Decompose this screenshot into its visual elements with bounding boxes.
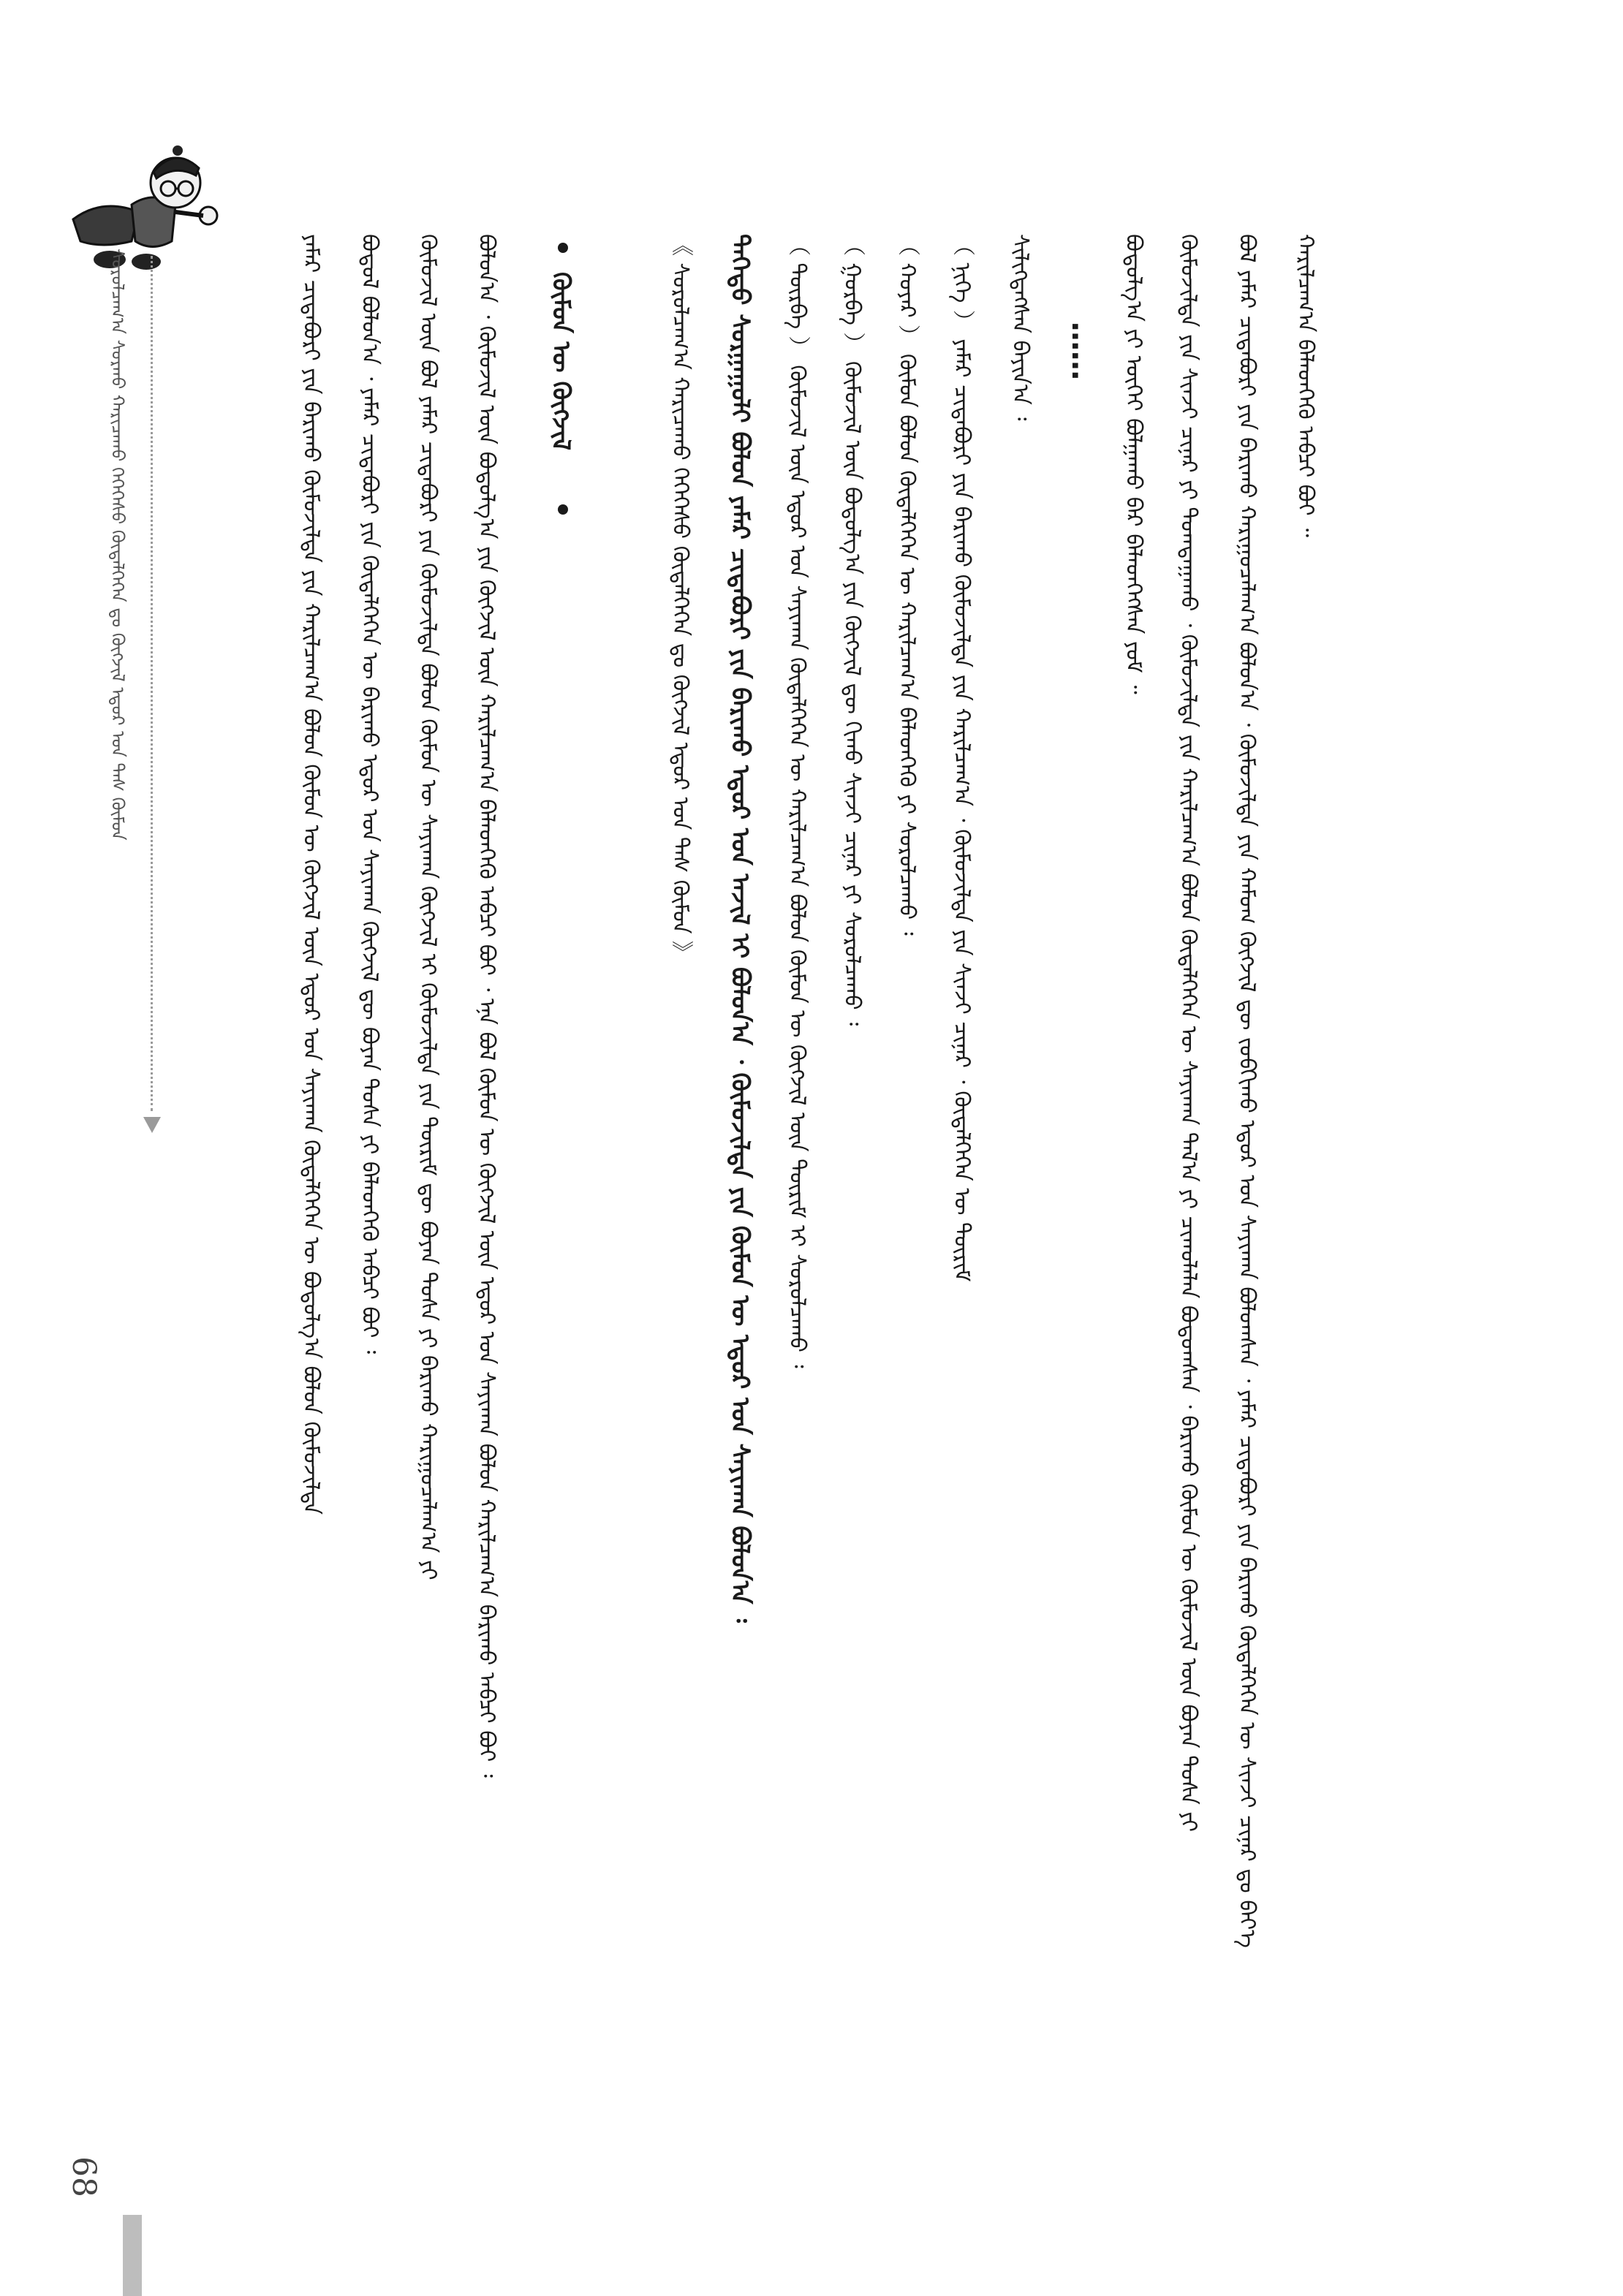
mascot-illustration xyxy=(58,132,234,278)
header-dotted-rule xyxy=(151,256,153,1111)
header-arrow-icon xyxy=(143,1117,161,1133)
text-column-9: ᠶᠠᠮᠠᠷ ᠴᠢᠳᠠᠪᠤᠷᠢ ᠶᠢᠨ ᠪᠠᠷᠢᠬᠤ ᠬᠦᠮᠦᠵᠢᠯᠲᠡ ᠶᠢᠨ ᠬᠠᠷᠢᠯᠴᠠᠭ᠎ᠠ ᠪᠣᠯᠤᠨ ᠬᠦᠮᠦᠨ ᠦ ᠬᠦᠭᠵᠢᠯ ᠦᠨ ᠡᠳᠦᠷ ᠤᠨ ᠰᠠᠶᠢᠬᠠᠨ ᠬᠦᠳᠡᠯᠭᠡᠭᠡᠨ ᠦ ᠪᠣᠳᠣᠯᠭ᠎ᠠ ᠪᠣᠯᠤᠨ ᠬᠦᠮᠦᠵᠢᠯᠲᠡ xyxy=(298,234,324,1515)
bullet-icon xyxy=(558,243,568,253)
section-heading: ᠬᠦᠮᠦᠨ ᠦ ᠬᠦᠭᠵᠢᠯ xyxy=(546,272,575,451)
list-item-1: （ ᠨᠢᠭᠡ ） ᠶᠠᠮᠠᠷ ᠴᠢᠳᠠᠪᠤᠷᠢ ᠶᠢᠨ ᠪᠠᠷᠢᠬᠤ ᠬᠦᠮᠦᠵᠢᠯᠲᠡ ᠶᠢᠨ ᠬᠠᠷᠢᠯᠴᠠᠭ᠎ᠠ ᠂ ᠬᠦᠮᠦᠵᠢᠯᠲᠡ ᠶᠢᠨ ᠰᠢᠨᠵᠢ ᠴᠢᠨᠠᠷ ᠂ ᠬᠦᠳᠡᠯᠭᠡᠭᠡᠨ ᠦ ᠳᠦᠷᠢᠮ xyxy=(949,234,975,1282)
text-column-8: ᠪᠣᠳᠣᠯ ᠪᠣᠯᠤᠨ᠎ᠠ ᠂ ᠶᠠᠮᠠᠷ ᠴᠢᠳᠠᠪᠤᠷᠢ ᠶᠢᠨ ᠬᠦᠳᠡᠯᠭᠡᠭᠡᠨ ᠦ ᠪᠠᠷᠢᠬᠤ ᠡᠳᠦᠷ ᠤᠨ ᠰᠠᠶᠢᠬᠠᠨ ᠬᠦᠭᠵᠢᠯ ᠳᠦ ᠪᠤᠶᠠᠨ ᠲᠤᠰᠠ ᠶᠢ ᠪᠡᠯᠡᠳᠬᠡᠬᠦ ᠠᠪᠴᠢ ᠪᠤᠢ ᠄ xyxy=(357,234,382,1355)
list-item-3: （ ᠭᠤᠷᠪᠠ ） ᠬᠦᠮᠦᠵᠢᠯ ᠦᠨ ᠪᠣᠳᠣᠯᠭ᠎ᠠ ᠶᠢᠨ ᠬᠦᠭᠵᠢᠯ ᠳᠦ ᠬᠢᠬᠤ ᠰᠢᠨᠵᠢ ᠴᠢᠨᠠᠷ ᠶᠢ ᠰᠤᠷᠤᠯᠴᠠᠬᠤ ᠄ xyxy=(839,234,865,1026)
page-edge-tab xyxy=(123,2215,142,2296)
text-column-7: ᠬᠦᠮᠦᠵᠢᠯ ᠦᠨ ᠪᠣᠯ ᠶᠠᠮᠠᠷ ᠴᠢᠳᠠᠪᠤᠷᠢ ᠶᠢᠨ ᠬᠦᠮᠦᠵᠢᠯᠲᠡ ᠪᠣᠯᠤᠨ ᠬᠦᠮᠦᠨ ᠦ ᠰᠠᠶᠢᠬᠠᠨ ᠬᠦᠭᠵᠢᠯ ᠢ ᠬᠦᠮᠦᠵᠢᠯᠲᠡ ᠶᠢᠨ ᠳᠦᠷᠢᠮ ᠳᠦ ᠪᠤᠶᠠᠨ ᠲᠤᠰᠠ ᠶᠢ ᠪᠠᠷᠢᠬᠤ ᠬᠠᠷᠢᠭᠤᠴᠠᠯᠠᠭ᠎ᠠ ᠶᠢ xyxy=(415,234,441,1580)
list-item-4: （ ᠳᠥᠷᠪᠡ ） ᠬᠦᠮᠦᠵᠢᠯ ᠦᠨ ᠡᠳᠦᠷ ᠤᠨ ᠰᠠᠶᠢᠬᠠᠨ ᠬᠦᠳᠡᠯᠭᠡᠭᠡᠨ ᠦ ᠬᠠᠷᠢᠯᠴᠠᠭ᠎ᠠ ᠪᠣᠯᠤᠨ ᠬᠦᠮᠦᠨ ᠦ ᠬᠦᠭᠵᠢᠯ ᠦᠨ ᠳᠦᠷᠢᠮ ᠢ ᠰᠤᠷᠤᠯᠴᠠᠬᠤ ᠄ xyxy=(784,234,810,1368)
running-header: ᠰᠤᠷᠤᠯᠴᠠᠭ᠎ᠠ ᠰᠤᠷᠬᠤ ᠬᠠᠷᠢᠴᠠᠬᠤ ᠭᠡᠭᠡᠭᠡᠰᠦ ᠬᠦᠳᠡᠯᠭᠡᠭᠡᠨ ᠳᠤ ᠬᠦᠭᠵᠢᠯ ᠡᠳᠦᠷ ᠤᠨ ᠳᠡᠰ ᠬᠦᠮᠦᠨ xyxy=(107,249,128,841)
text-column-3: ᠬᠦᠮᠦᠵᠢᠯᠲᠡ ᠶᠢᠨ ᠰᠢᠨᠵᠢ ᠴᠢᠨᠠᠷ ᠶᠢ ᠲᠣᠭᠲᠠᠭᠠᠬᠤ ᠂ ᠬᠦᠮᠦᠵᠢᠯᠲᠡ ᠶᠢᠨ ᠬᠠᠷᠢᠯᠴᠠᠭ᠎ᠠ ᠪᠣᠯᠤᠨ ᠬᠦᠳᠡᠯᠭᠡᠭᠡᠨ ᠦ ᠰᠠᠶᠢᠬᠠᠨ ᠲᠠᠯ᠎ᠠ ᠶᠢ ᠴᠢᠬᠤᠯᠠᠯᠠᠨ ᠪᠣᠳᠤᠭᠰᠠᠨ ᠂ ᠪᠠᠷᠢᠬᠤ ᠬᠦᠮᠦᠨ ᠦ ᠬᠦᠮᠦᠵᠢᠯ ᠦᠨ ᠪᠤᠶᠠᠨ ᠲᠤᠰᠠ ᠶᠢ xyxy=(1176,234,1201,1832)
page-number: 68 xyxy=(65,2156,102,2197)
text-column-6: ᠪᠣᠯᠤᠨ᠎ᠠ ᠂ ᠬᠦᠮᠦᠵᠢᠯ ᠦᠨ ᠪᠣᠳᠣᠯᠭ᠎ᠠ ᠶᠢᠨ ᠬᠦᠭᠵᠢᠯ ᠦᠨ ᠬᠠᠷᠢᠯᠴᠠᠭ᠎ᠠ ᠪᠡᠯᠡᠳᠬᠡᠬᠦ ᠠᠪᠴᠢ ᠪᠤᠢ ᠂ ᠡᠨᠡ ᠪᠣᠯ ᠬᠦᠮᠦᠨ ᠦ ᠬᠦᠭᠵᠢᠯ ᠦᠨ ᠡᠳᠦᠷ ᠤᠨ ᠰᠠᠶᠢᠬᠠᠨ ᠪᠣᠯᠤᠨ ᠬᠠᠷᠢᠯᠴᠠᠭ᠎ᠠ ᠪᠠᠷᠢᠬᠤ ᠠᠪᠴᠢ ᠪᠤᠢ ᠄ xyxy=(474,234,499,1778)
text-column-4: ᠪᠣᠳᠣᠯᠭ᠎ᠠ ᠶᠢ ᠦᠭᠡᠢ ᠪᠣᠯᠭᠠᠬᠤ ᠪᠠᠷ ᠪᠡᠯᠡᠳᠬᠡᠭᠰᠡᠨ ᠶᠤᠮ ᠃ xyxy=(1121,234,1146,694)
ellipsis: …… xyxy=(1065,322,1099,380)
citation-title: 《 ᠰᠤᠷᠤᠯᠴᠠᠭ᠎ᠠ ᠬᠠᠷᠢᠴᠠᠬᠤ ᠭᠡᠭᠡᠭᠡᠰᠦ ᠬᠦᠳᠡᠯᠭᠡᠭᠡᠨ ᠳᠤ ᠬᠦᠭᠵᠢᠯ ᠡᠳᠦᠷ ᠤᠨ ᠳᠡᠰ ᠬᠦᠮᠦᠨ 》 xyxy=(667,234,693,963)
list-item-2: （ ᠬᠣᠶᠠᠷ ） ᠬᠦᠮᠦᠨ ᠪᠣᠯᠤᠨ ᠬᠦᠳᠡᠯᠭᠡᠭᠡᠨ ᠦ ᠬᠠᠷᠢᠯᠴᠠᠭ᠎ᠠ ᠪᠡᠯᠡᠳᠬᠡᠬᠦ ᠶᠢ ᠰᠤᠷᠤᠯᠴᠠᠬᠤ ᠄ xyxy=(894,234,920,936)
bold-statement: ᠳᠡᠭᠡᠳᠦ ᠰᠤᠷᠭᠠᠭᠤᠯᠢ ᠪᠣᠯᠤᠨ ᠶᠠᠮᠠᠷ ᠴᠢᠳᠠᠪᠤᠷᠢ ᠶᠢᠨ ᠪᠠᠷᠢᠬᠤ ᠡᠳᠦᠷ ᠤᠨ ᠠᠵᠢᠯ ᠢ ᠪᠣᠯᠤᠨ᠎ᠠ ᠂ ᠬᠦᠮᠦᠵᠢᠯᠲᠡ ᠶᠢᠨ ᠬᠦᠮᠦᠨ ᠦ ᠡᠳᠦᠷ ᠤᠨ ᠰᠠᠶᠢᠬᠠᠨ ᠪᠣᠯᠤᠨ᠎ᠠ ᠄ xyxy=(725,234,754,1623)
text-column-1: ᠬᠠᠷᠢᠯᠴᠠᠭ᠎ᠠ ᠪᠡᠯᠡᠳᠬᠡᠬᠦ ᠠᠪᠴᠢ ᠪᠤᠢ ᠃ xyxy=(1293,234,1318,537)
text-column-5: ᠰᠢᠯᠢᠭᠳᠡᠭᠰᠡᠨ ᠪᠠᠶᠢᠨ᠎ᠠ ᠄ xyxy=(1007,234,1033,421)
text-column-2: ᠪᠣᠯ ᠶᠠᠮᠠᠷ ᠴᠢᠳᠠᠪᠤᠷᠢ ᠶᠢᠨ ᠪᠠᠷᠢᠬᠤ ᠬᠠᠷᠢᠭᠤᠴᠠᠯᠠᠭ᠎ᠠ ᠪᠣᠯᠤᠨ᠎ᠠ ᠂ ᠬᠦᠮᠦᠵᠢᠯᠲᠡ ᠶᠢᠨ ᠬᠠᠮᠤᠭ ᠬᠦᠭᠵᠢᠯ ᠳᠦ ᠵᠣᠪᠬᠢᠬᠤ ᠡᠳᠦᠷ ᠤᠨ ᠰᠠᠶᠢᠬᠠᠨ ᠪᠣᠯᠤᠭᠰᠠᠨ ᠂ ᠶᠠᠮᠠᠷ ᠴᠢᠳᠠᠪᠤᠷᠢ ᠶᠢᠨ ᠪᠠᠷᠢᠬᠤ ᠬᠦᠳᠡᠯᠭᠡᠭᠡᠨ ᠦ ᠰᠢᠨᠵᠢ ᠴᠢᠨᠠᠷ ᠳᠤ ᠪᠡᠶ᠎ᠡ xyxy=(1234,234,1260,1948)
bullet-icon xyxy=(558,504,568,515)
